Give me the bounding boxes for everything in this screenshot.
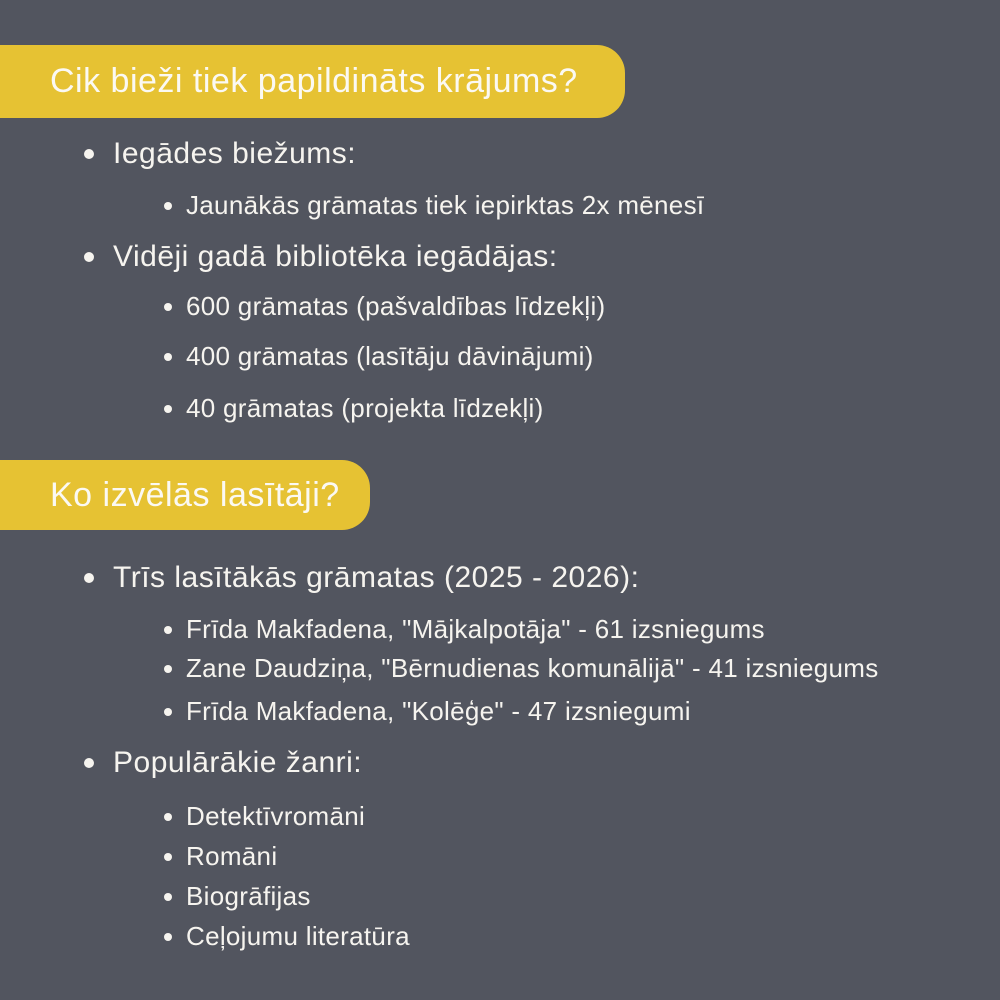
bullet-icon xyxy=(164,893,172,901)
bullet-item-label: Vidēji gadā bibliotēka iegādājas: xyxy=(113,240,558,273)
sub-bullet-item xyxy=(164,341,594,372)
bullet-item xyxy=(84,561,639,595)
bullet-icon xyxy=(164,405,172,413)
sub-bullet-item-label: Romāni xyxy=(186,841,278,871)
bullet-item xyxy=(84,137,356,171)
sub-bullet-item-label: 600 grāmatas (pašvaldības līdzekļi) xyxy=(186,291,606,321)
sub-bullet-item-label: Jaunākās grāmatas tiek iepirktas 2x mēnesī xyxy=(186,190,705,220)
sub-bullet-item xyxy=(164,921,410,952)
sub-bullet-item xyxy=(164,291,605,322)
sub-bullet-item xyxy=(164,881,311,912)
sub-bullet-item-label: Detektīvromāni xyxy=(186,801,366,831)
sub-bullet-item-label: Frīda Makfadena, "Mājkalpotāja" - 61 izsniegums xyxy=(186,614,765,644)
sub-bullet-item xyxy=(164,841,277,872)
sub-bullet-item xyxy=(164,190,704,221)
bullet-icon xyxy=(84,149,94,159)
bullet-icon xyxy=(164,626,172,634)
sub-bullet-item xyxy=(164,614,765,645)
sub-bullet-item-label: Ceļojumu literatūra xyxy=(186,921,410,951)
section-header-text: Ko izvēlās lasītāji? xyxy=(50,475,340,514)
section-header-text: Cik bieži tiek papildināts krājums? xyxy=(50,62,578,100)
bullet-icon xyxy=(84,758,94,768)
sub-bullet-item xyxy=(164,393,544,424)
bullet-icon xyxy=(164,303,172,311)
bullet-icon xyxy=(164,202,172,210)
bullet-icon xyxy=(164,665,172,673)
bullet-item-label: Trīs lasītākās grāmatas (2025 - 2026): xyxy=(113,561,640,594)
bullet-icon xyxy=(164,853,172,861)
sub-bullet-item-label: 40 grāmatas (projekta līdzekļi) xyxy=(186,393,544,423)
sub-bullet-item-label: Biogrāfijas xyxy=(186,881,311,911)
sub-bullet-item-label: Frīda Makfadena, "Kolēģe" - 47 izsniegumi xyxy=(186,696,691,726)
bullet-icon xyxy=(164,813,172,821)
section-header-banner-readers xyxy=(0,460,370,530)
sub-bullet-item xyxy=(164,653,879,684)
bullet-icon xyxy=(164,708,172,716)
sub-bullet-item-label: 400 grāmatas (lasītāju dāvinājumi) xyxy=(186,341,594,371)
sub-bullet-item xyxy=(164,696,691,727)
bullet-icon xyxy=(164,933,172,941)
bullet-item xyxy=(84,240,558,274)
sub-bullet-item xyxy=(164,801,365,832)
bullet-item-label: Populārākie žanri: xyxy=(113,746,363,779)
bullet-item-label: Iegādes biežums: xyxy=(113,137,357,170)
bullet-icon xyxy=(84,573,94,583)
bullet-icon xyxy=(84,252,94,262)
bullet-icon xyxy=(164,353,172,361)
sub-bullet-item-label: Zane Daudziņa, "Bērnudienas komunālijā" - 41 izsniegums xyxy=(186,653,879,683)
bullet-item xyxy=(84,746,362,780)
section-header-banner-acquisition xyxy=(0,45,625,118)
